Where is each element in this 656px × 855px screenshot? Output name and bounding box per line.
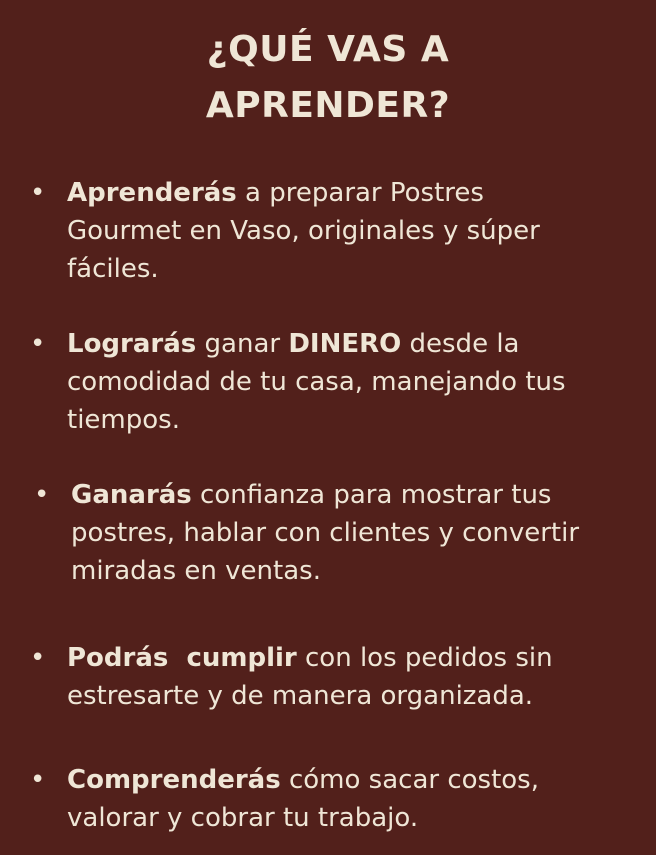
title-line-2: APRENDER? [205,85,451,126]
page-title [0,22,656,134]
item-text: ganar [196,329,289,359]
item-line [71,476,579,514]
list-item [30,639,553,715]
item-line: postres, hablar con clientes y convertir [71,518,580,548]
item-text: confianza para mostrar tus [191,480,552,510]
item-text: con los pedidos sin [296,643,553,673]
item-line: miradas en ventas. [71,556,321,586]
bullet-icon: • [30,765,46,795]
bullet-icon: • [30,178,46,208]
item-line: tiempos. [67,405,180,435]
bullet-icon: • [30,329,46,359]
item-line: Gourmet en Vaso, originales y súper [67,216,540,246]
item-keyword: DINERO [288,329,402,359]
list-item [30,325,566,439]
item-text: a preparar Postres [236,178,484,208]
bullet-icon: • [34,480,50,510]
item-line [67,325,566,363]
list-item [30,761,539,837]
item-keyword: Podrás cumplir [67,643,297,673]
title-line-1: ¿QUÉ VAS A [206,29,450,70]
item-keyword: Aprenderás [67,178,237,208]
item-text: cómo sacar costos, [280,765,539,795]
item-line [67,761,539,799]
item-keyword: Lograrás [67,329,197,359]
bullet-icon: • [30,643,46,673]
item-line [67,639,553,677]
item-line: estresarte y de manera organizada. [67,681,534,711]
item-keyword: Ganarás [71,480,192,510]
item-line: comodidad de tu casa, manejando tus [67,367,566,397]
item-line: fáciles. [67,254,159,284]
list-item [34,476,580,590]
item-line: valorar y cobrar tu trabajo. [67,803,419,833]
item-keyword: Comprenderás [67,765,281,795]
list-item [30,174,540,288]
item-line [67,174,540,212]
item-text: desde la [401,329,520,359]
